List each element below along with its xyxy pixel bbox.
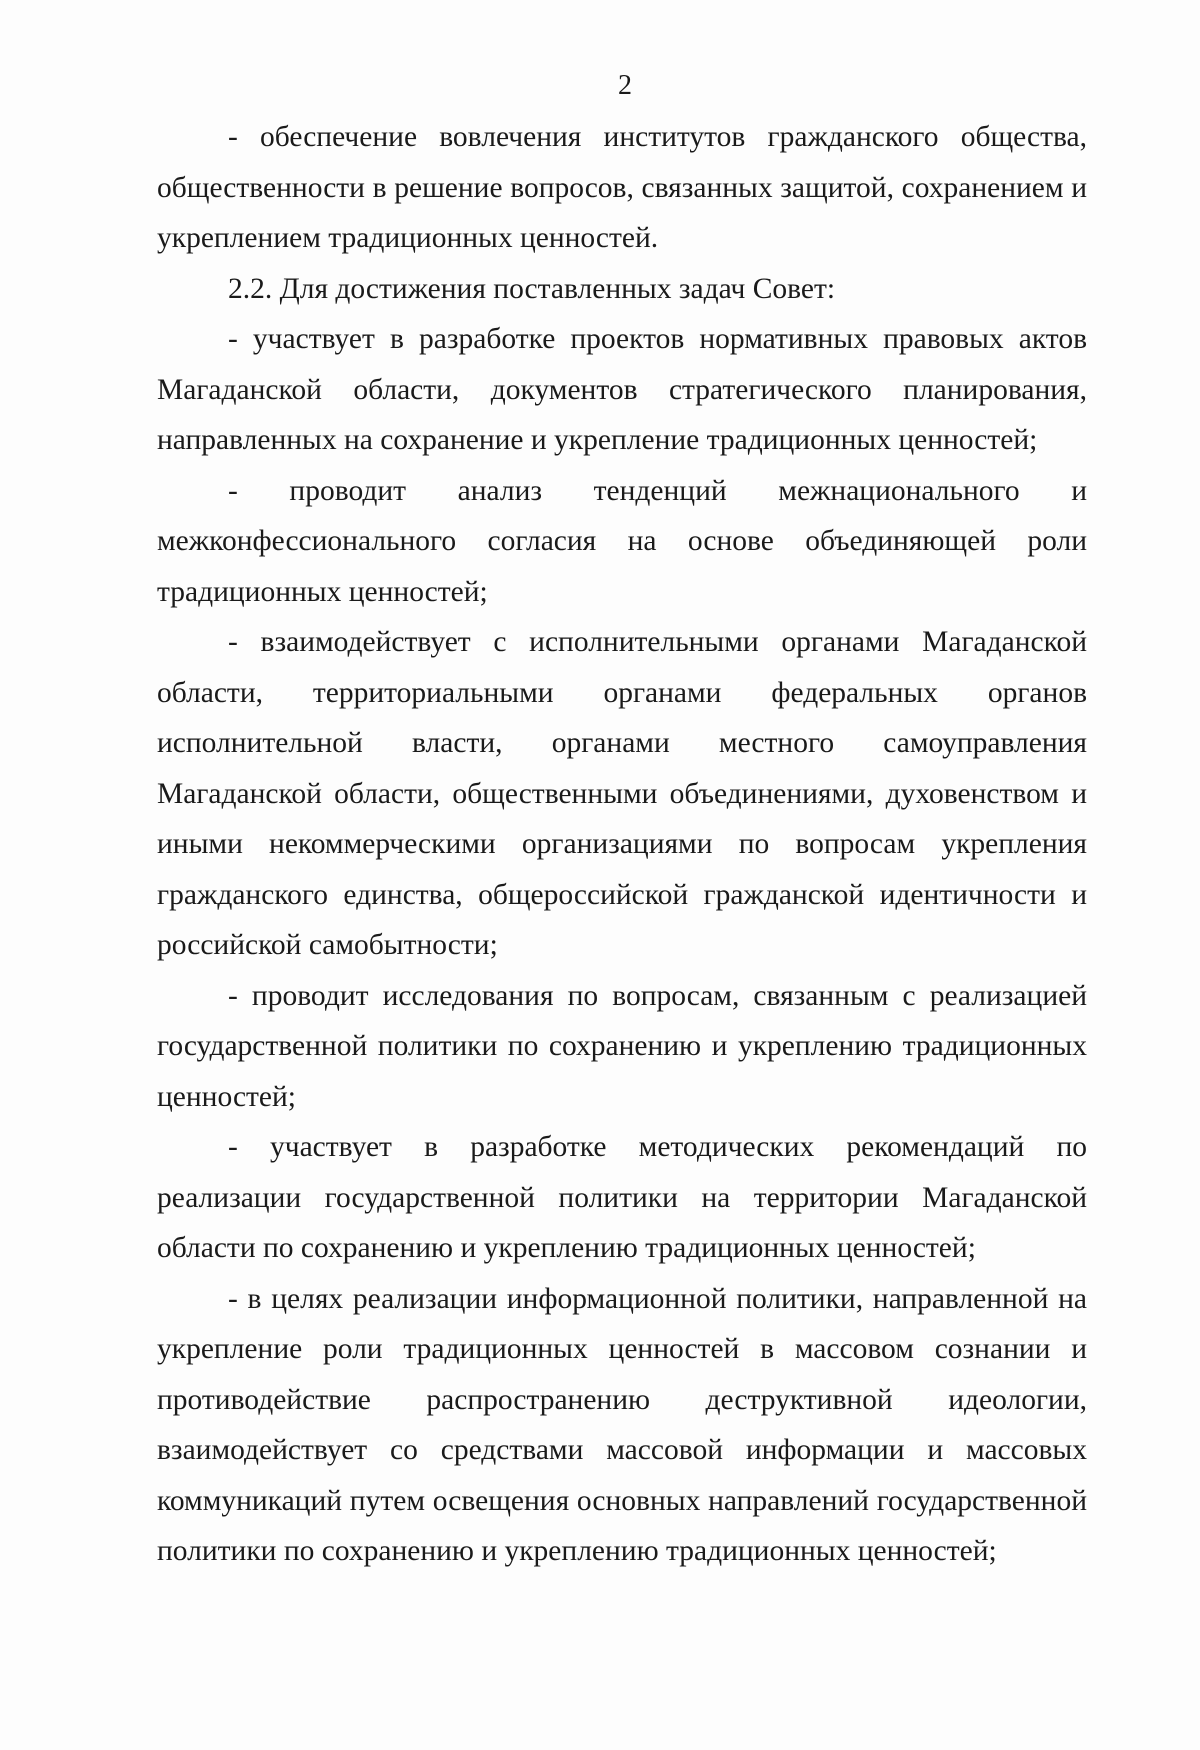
paragraph-information-policy: - в целях реализации информационной политики, направленной на укрепление роли традиционных ценностей в массовом сознании и противодействие распространению деструктивной идеологии, взаимодействует со средствами массовой информации и массовых коммуникаций путем освещения основных направлений государственной политики по сохранению и укреплению традиционных ценностей; <box>157 1282 1087 1567</box>
paragraph-draft-acts: - участвует в разработке проектов нормативных правовых актов Магаданской области, документов стратегического планирования, направленных на сохранение и укрепление традиционных ценностей; <box>157 323 1087 456</box>
paragraph-analysis: - проводит анализ тенденций межнационального и межконфессионального согласия на основе объединяющей роли традиционных ценностей; <box>157 474 1087 608</box>
paragraph-civil-society: - обеспечение вовлечения институтов гражданского общества, общественности в решение вопросов, связанных защитой, сохранением и укреплением традиционных ценностей. <box>157 121 1087 254</box>
page-number: 2 <box>618 70 632 101</box>
paragraph-methodical-recommendations: - участвует в разработке методических рекомендаций по реализации государственной политики на территории Магаданской области по сохранению и укреплению традиционных ценностей; <box>157 1131 1087 1264</box>
paragraph-interaction: - взаимодействует с исполнительными органами Магаданской области, территориальными органами федеральных органов исполнительной власти, органами местного самоуправления Магаданской области, общественными объединениями, духовенством и иными некоммерческими организациями по вопросам укрепления гражданского единства, общероссийской гражданской идентичности и российской самобытности; <box>157 626 1087 961</box>
document-body <box>157 112 1087 1577</box>
paragraph-section-2-2: 2.2. Для достижения поставленных задач Совет: <box>228 272 836 305</box>
paragraph-research: - проводит исследования по вопросам, связанным с реализацией государственной политики по сохранению и укреплению традиционных ценностей; <box>157 979 1087 1113</box>
